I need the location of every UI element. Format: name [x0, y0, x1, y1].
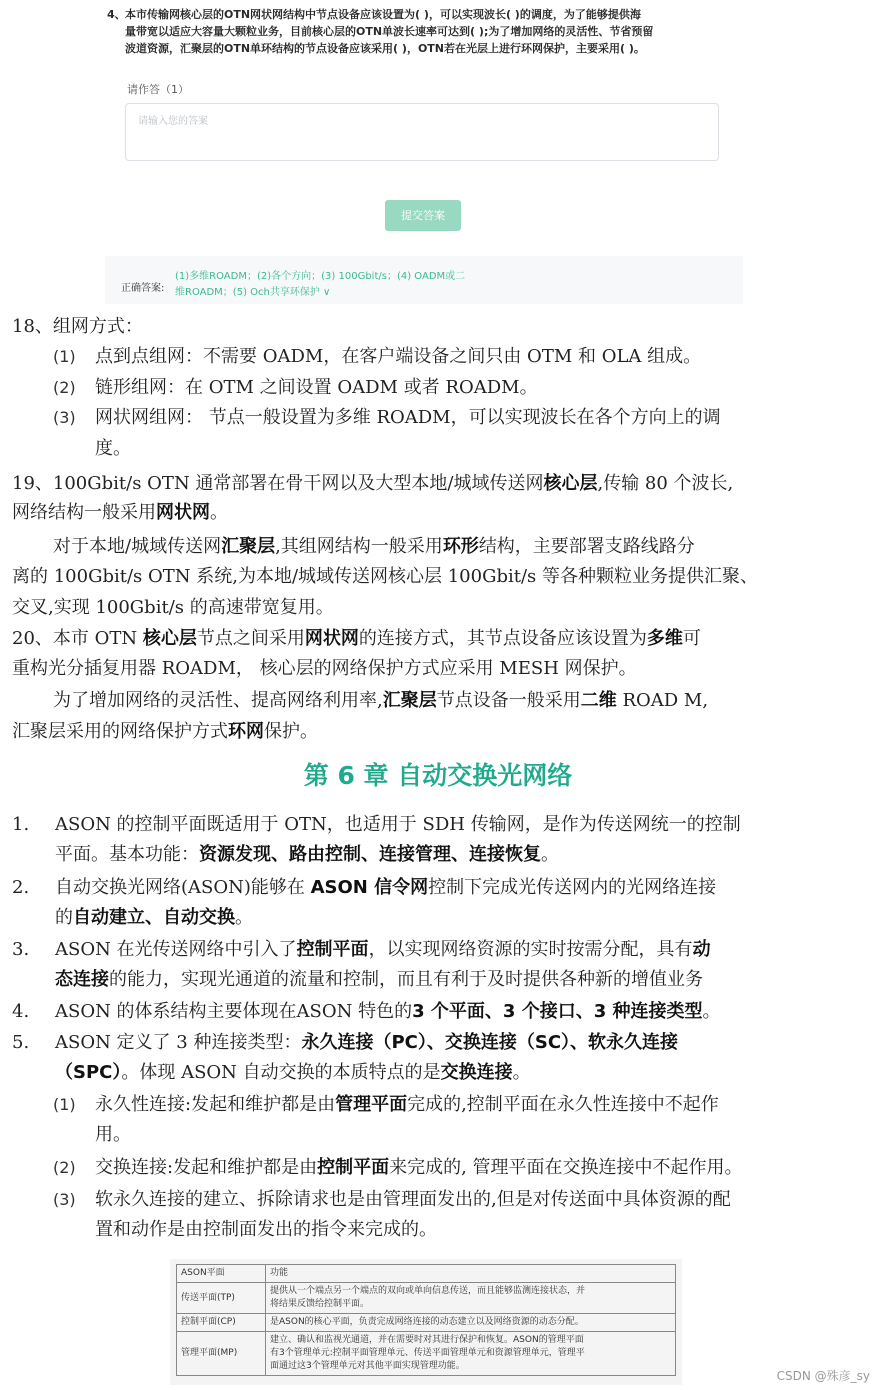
table-row: 传送平面(TP) 提供从一个端点另一个端点的双向或单向信息传送，而且能够监测连接状态，并 将结果反馈给控制平面。	[177, 1283, 676, 1314]
section-19-line: 对于本地/城域传送网汇聚层,其组网结构一般采用环形结构，主要部署支路线路分	[53, 536, 695, 557]
watermark: CSDN @殊彦_sy	[776, 1369, 870, 1383]
ason-table	[176, 1264, 676, 1376]
quiz-panel	[105, 0, 743, 256]
sub-item: (3) 软永久连接的建立、拆除请求也是由管理面发出的,但是对传送面中具体资源的配 置和动作是由控制面发出的指令来完成的。	[53, 1189, 731, 1240]
section-19-line: 网络结构一般采用网状网。	[12, 502, 228, 523]
list-item-continuation: 度。	[95, 438, 131, 459]
table-header-row: ASON平面 功能	[177, 1265, 676, 1283]
submit-button[interactable]: 提交答案	[385, 200, 461, 231]
chapter-title: 第 6 章 自动交换光网络	[303, 761, 573, 790]
sub-item: (1) 永久性连接:发起和维护都是由管理平面完成的,控制平面在永久性连接中不起作 用。	[53, 1094, 719, 1145]
section-20-line: 20、本市 OTN 核心层节点之间采用网状网的连接方式，其节点设备应该设置为多维可	[12, 628, 701, 649]
section-20-line: 汇聚层采用的网络保护方式环网保护。	[12, 721, 318, 742]
section-20-line: 为了增加网络的灵活性、提高网络利用率,汇聚层节点设备一般采用二维 ROAD M,	[53, 690, 709, 711]
section-20-line: 重构光分插复用器 ROADM， 核心层的网络保护方式应采用 MESH 网保护。	[12, 658, 637, 679]
answer-input[interactable]: 请输入您的答案	[125, 103, 719, 161]
answer-label: 请作答（1）	[127, 83, 189, 96]
sub-item: (2) 交换连接:发起和维护都是由控制平面来完成的, 管理平面在交换连接中不起作用。	[53, 1157, 743, 1178]
question-number: 4、	[107, 8, 126, 21]
section-18-heading: 18、组网方式：	[12, 316, 143, 337]
section-19-line: 离的 100Gbit/s OTN 系统,为本地/城域传送网核心层 100Gbit/s 等各种颗粒业务提供汇聚、	[12, 566, 759, 587]
correct-answer-value[interactable]: (1)多维ROADM；(2)各个方向；(3) 100Gbit/s；(4) OADM或二 维ROADM；(5) Och共享环保护 ∨	[175, 271, 466, 298]
quiz-screenshot	[105, 0, 743, 304]
section-19-line: 19、100Gbit/s OTN 通常部署在骨干网以及大型本地/城域传送网核心层,传输 80 个波长,	[12, 473, 734, 494]
correct-answer-label: 正确答案:	[121, 283, 165, 294]
section-19-line: 交叉,实现 100Gbit/s 的高速带宽复用。	[12, 597, 334, 618]
ason-table-image	[170, 1259, 682, 1385]
table-row: 控制平面(CP) 是ASON的核心平面，负责完成网络连接的动态建立以及网络资源的动态分配。	[177, 1314, 676, 1332]
question-text: 4、本市传输网核心层的OTN网状网结构中节点设备应该设置为( )，可以实现波长( )的调度，为了能够提供海 量带宽以适应大容量大颗粒业务，目前核心层的OTN单波长速率可达到( );为了增加网络的灵活性、节省预留 波道资源，汇聚层的OTN单环结构的节点设备应该采用( )，OTN若在光层上进行环网保护，主要采用( )。	[107, 8, 654, 55]
table-row: 管理平面(MP) 建立、确认和监视光通道，并在需要时对其进行保护和恢复。ASON的管理平面 有3个管理单元:控制平面管理单元、传送平面管理单元和资源管理单元，管理平 面通过这3个管理单元对其他平面实现管理功能。	[177, 1332, 676, 1376]
